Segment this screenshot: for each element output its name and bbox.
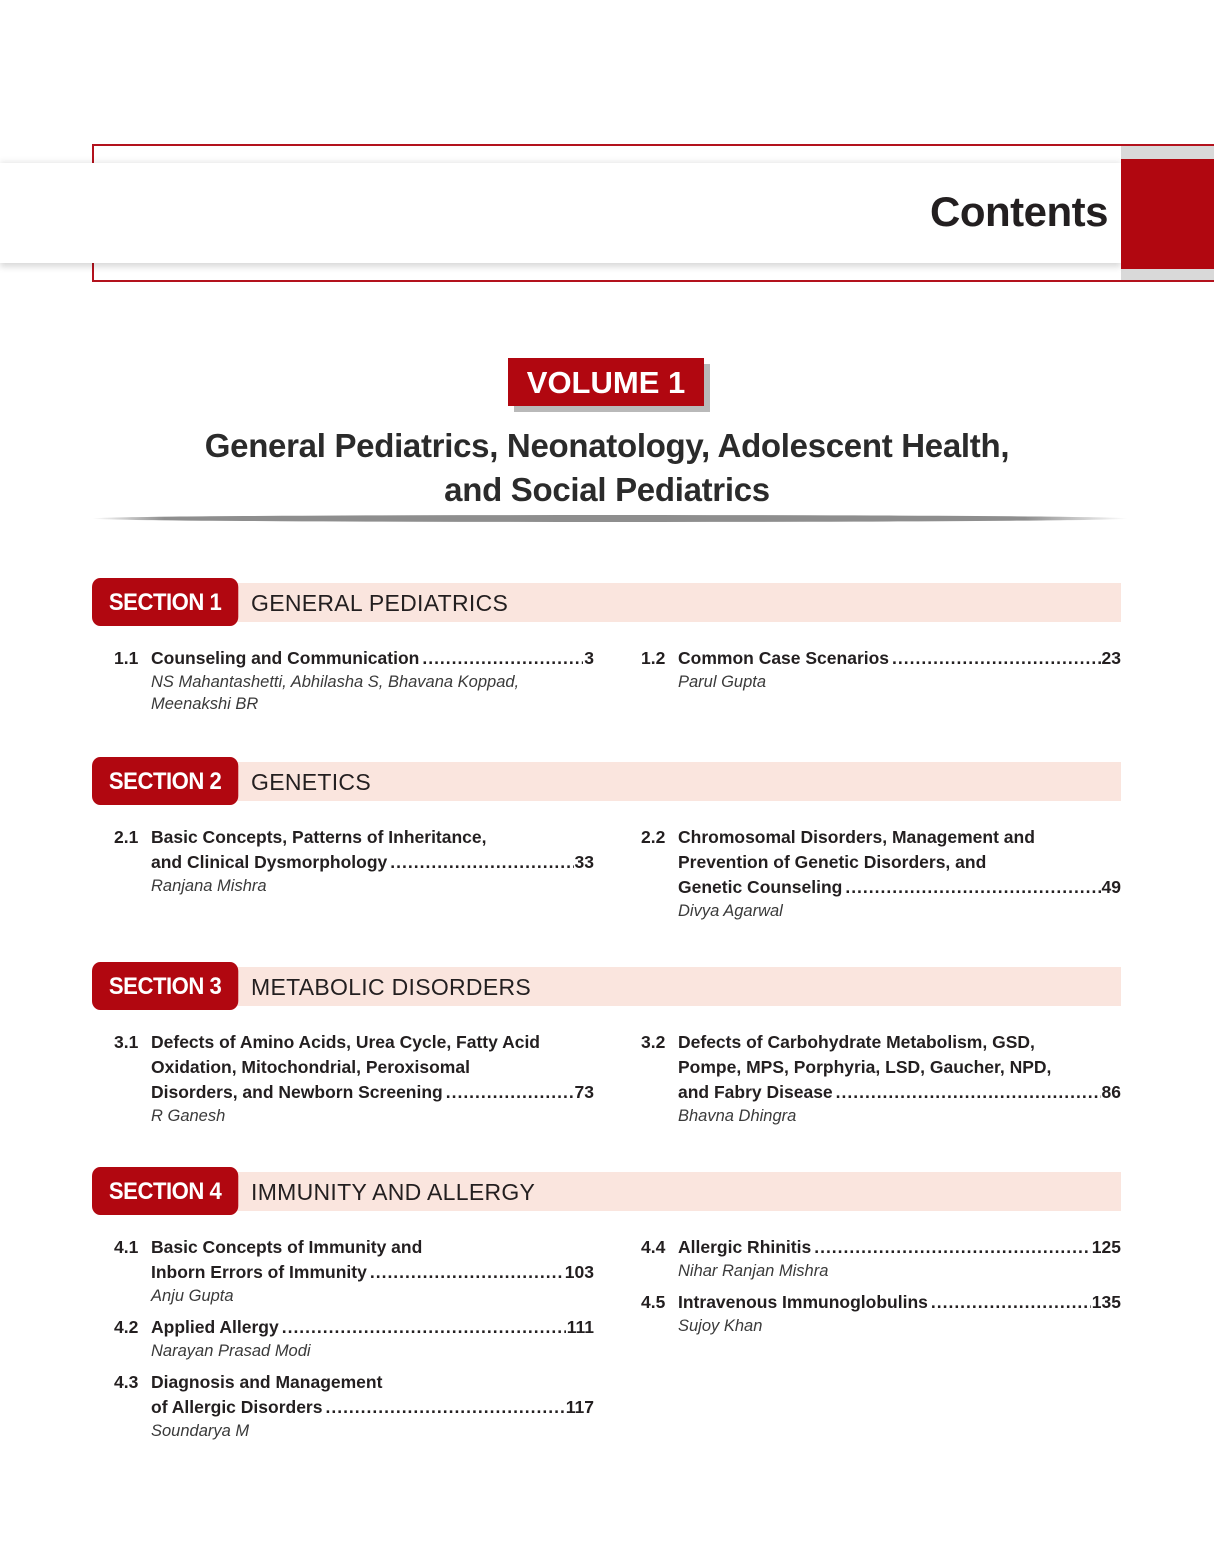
chapter-author: Meenakshi BR bbox=[151, 695, 259, 713]
chapter-title-line[interactable] bbox=[678, 1030, 1121, 1055]
section-3-left-column bbox=[114, 1030, 594, 1135]
chapter-title[interactable]: Defects of Amino Acids, Urea Cycle, Fatty Acid bbox=[151, 1032, 540, 1052]
chapter-title[interactable]: Pompe, MPS, Porphyria, LSD, Gaucher, NPD, bbox=[678, 1057, 1052, 1077]
chapter-title[interactable]: Basic Concepts of Immunity and bbox=[151, 1237, 423, 1257]
page-number[interactable]: 111 bbox=[566, 1317, 594, 1337]
page-title: Contents bbox=[930, 188, 1108, 235]
dot-leader bbox=[836, 1080, 1101, 1105]
chapter-title[interactable]: Applied Allergy bbox=[151, 1317, 279, 1337]
toc-entry[interactable] bbox=[641, 825, 1121, 922]
chapter-title-line[interactable] bbox=[151, 1395, 594, 1420]
section-4-right-column bbox=[641, 1235, 1121, 1345]
chapter-title-line[interactable] bbox=[151, 1055, 594, 1080]
dot-leader bbox=[446, 1080, 574, 1105]
chapter-author: Ranjana Mishra bbox=[151, 877, 267, 895]
chapter-number: 2.1 bbox=[114, 827, 139, 847]
toc-entry[interactable] bbox=[641, 646, 1121, 693]
section-2-right-column bbox=[641, 825, 1121, 930]
section-tab: SECTION 2 bbox=[92, 757, 238, 805]
chapter-title-line[interactable] bbox=[678, 1235, 1121, 1260]
toc-entry[interactable] bbox=[114, 1030, 594, 1127]
toc-entry[interactable] bbox=[114, 825, 594, 897]
volume-badge: VOLUME 1 bbox=[508, 358, 704, 406]
chapter-title[interactable]: Chromosomal Disorders, Management and bbox=[678, 827, 1035, 847]
chapter-title[interactable]: Oxidation, Mitochondrial, Peroxisomal bbox=[151, 1057, 470, 1077]
chapter-number: 4.4 bbox=[641, 1237, 666, 1257]
toc-entry[interactable] bbox=[114, 1315, 594, 1362]
chapter-title-line[interactable] bbox=[678, 875, 1121, 900]
chapter-title[interactable]: Inborn Errors of Immunity bbox=[151, 1262, 367, 1282]
dot-leader bbox=[892, 646, 1100, 671]
chapter-author: NS Mahantashetti, Abhilasha S, Bhavana Koppad, bbox=[151, 673, 520, 691]
section-1-right-column bbox=[641, 646, 1121, 701]
section-name: IMMUNITY AND ALLERGY bbox=[251, 1179, 536, 1205]
chapter-number: 3.1 bbox=[114, 1032, 139, 1052]
page-number[interactable]: 117 bbox=[565, 1397, 594, 1417]
chapter-title-line[interactable] bbox=[678, 825, 1121, 850]
section-2-left-column bbox=[114, 825, 594, 905]
chapter-title-line[interactable] bbox=[678, 1055, 1121, 1080]
volume-divider bbox=[92, 515, 1128, 522]
page-number[interactable]: 23 bbox=[1101, 648, 1121, 668]
header-red-block bbox=[1121, 159, 1214, 269]
chapter-title-line[interactable] bbox=[151, 1235, 594, 1260]
chapter-title[interactable]: Defects of Carbohydrate Metabolism, GSD, bbox=[678, 1032, 1035, 1052]
dot-leader bbox=[814, 1235, 1091, 1260]
chapter-number: 4.5 bbox=[641, 1292, 666, 1312]
chapter-title[interactable]: of Allergic Disorders bbox=[151, 1397, 323, 1417]
chapter-number: 4.3 bbox=[114, 1372, 139, 1392]
chapter-title[interactable]: and Fabry Disease bbox=[678, 1082, 833, 1102]
dot-leader bbox=[422, 646, 583, 671]
section-1-left-column bbox=[114, 646, 594, 723]
page-number[interactable]: 86 bbox=[1101, 1082, 1121, 1102]
volume-subtitle-line1: General Pediatrics, Neonatology, Adolescent Health, bbox=[204, 427, 1010, 464]
chapter-title[interactable]: Allergic Rhinitis bbox=[678, 1237, 812, 1257]
section-3-right-column bbox=[641, 1030, 1121, 1135]
chapter-title[interactable]: Prevention of Genetic Disorders, and bbox=[678, 852, 987, 872]
dot-leader bbox=[845, 875, 1100, 900]
chapter-number: 1.1 bbox=[114, 648, 139, 668]
page-number[interactable]: 3 bbox=[584, 648, 594, 668]
section-tab: SECTION 4 bbox=[92, 1167, 238, 1215]
volume-badge-wrap bbox=[508, 358, 704, 406]
section-header-1 bbox=[92, 578, 1121, 626]
chapter-title[interactable]: Counseling and Communication bbox=[151, 648, 420, 668]
section-tab: SECTION 1 bbox=[92, 578, 238, 626]
section-header-3 bbox=[92, 962, 1121, 1010]
chapter-number: 3.2 bbox=[641, 1032, 666, 1052]
chapter-author: R Ganesh bbox=[151, 1107, 226, 1125]
chapter-author: Divya Agarwal bbox=[678, 902, 783, 920]
chapter-title[interactable]: Intravenous Immunoglobulins bbox=[678, 1292, 928, 1312]
chapter-title-line[interactable] bbox=[678, 646, 1121, 671]
toc-entry[interactable] bbox=[114, 1370, 594, 1442]
section-4-left-column bbox=[114, 1235, 594, 1450]
chapter-title-line[interactable] bbox=[151, 850, 594, 875]
chapter-title-line[interactable] bbox=[678, 850, 1121, 875]
chapter-number: 1.2 bbox=[641, 648, 666, 668]
chapter-title-line[interactable] bbox=[151, 1315, 594, 1340]
dot-leader bbox=[390, 850, 573, 875]
chapter-title[interactable]: Disorders, and Newborn Screening bbox=[151, 1082, 443, 1102]
chapter-author: Anju Gupta bbox=[151, 1287, 234, 1305]
chapter-title-line[interactable] bbox=[678, 1290, 1121, 1315]
dot-leader bbox=[931, 1290, 1091, 1315]
dot-leader bbox=[370, 1260, 564, 1285]
page-number[interactable]: 135 bbox=[1091, 1292, 1121, 1312]
page-number[interactable]: 103 bbox=[564, 1262, 594, 1282]
chapter-title[interactable]: and Clinical Dysmorphology bbox=[151, 852, 388, 872]
chapter-author: Narayan Prasad Modi bbox=[151, 1342, 311, 1360]
section-name: METABOLIC DISORDERS bbox=[251, 974, 532, 1000]
chapter-title[interactable]: Diagnosis and Management bbox=[151, 1372, 383, 1392]
chapter-number: 4.2 bbox=[114, 1317, 139, 1337]
chapter-title-line[interactable] bbox=[151, 646, 594, 671]
chapter-author: Sujoy Khan bbox=[678, 1317, 763, 1335]
volume-subtitle bbox=[0, 424, 1214, 512]
chapter-title-line[interactable] bbox=[151, 1030, 594, 1055]
toc-entry[interactable] bbox=[641, 1235, 1121, 1282]
chapter-author: Soundarya M bbox=[151, 1422, 250, 1440]
toc-entry[interactable] bbox=[641, 1030, 1121, 1127]
dot-leader bbox=[325, 1395, 564, 1420]
chapter-title-line[interactable] bbox=[151, 825, 594, 850]
section-header-2 bbox=[92, 757, 1121, 805]
chapter-author: Parul Gupta bbox=[678, 673, 767, 691]
chapter-title[interactable]: Basic Concepts, Patterns of Inheritance, bbox=[151, 827, 487, 847]
chapter-title-line[interactable] bbox=[151, 1370, 594, 1395]
toc-entry[interactable] bbox=[114, 1235, 594, 1307]
chapter-title[interactable]: Common Case Scenarios bbox=[678, 648, 890, 668]
section-header-4 bbox=[92, 1167, 1121, 1215]
chapter-title-line[interactable] bbox=[151, 1260, 594, 1285]
chapter-title[interactable]: Genetic Counseling bbox=[678, 877, 843, 897]
chapter-number: 4.1 bbox=[114, 1237, 139, 1257]
page-number[interactable]: 73 bbox=[574, 1082, 594, 1102]
section-name: GENERAL PEDIATRICS bbox=[251, 590, 509, 616]
page-number[interactable]: 125 bbox=[1091, 1237, 1121, 1257]
section-tab: SECTION 3 bbox=[92, 962, 238, 1010]
chapter-author: Bhavna Dhingra bbox=[678, 1107, 797, 1125]
volume-subtitle-line2: and Social Pediatrics bbox=[444, 471, 770, 508]
page-number[interactable]: 33 bbox=[574, 852, 594, 872]
chapter-number: 2.2 bbox=[641, 827, 666, 847]
toc-entry[interactable] bbox=[641, 1290, 1121, 1337]
toc-entry[interactable] bbox=[114, 646, 594, 715]
chapter-title-line[interactable] bbox=[678, 1080, 1121, 1105]
chapter-title-line[interactable] bbox=[151, 1080, 594, 1105]
section-name: GENETICS bbox=[251, 769, 371, 795]
page-number[interactable]: 49 bbox=[1101, 877, 1121, 897]
dot-leader bbox=[282, 1315, 566, 1340]
chapter-author: Nihar Ranjan Mishra bbox=[678, 1262, 829, 1280]
